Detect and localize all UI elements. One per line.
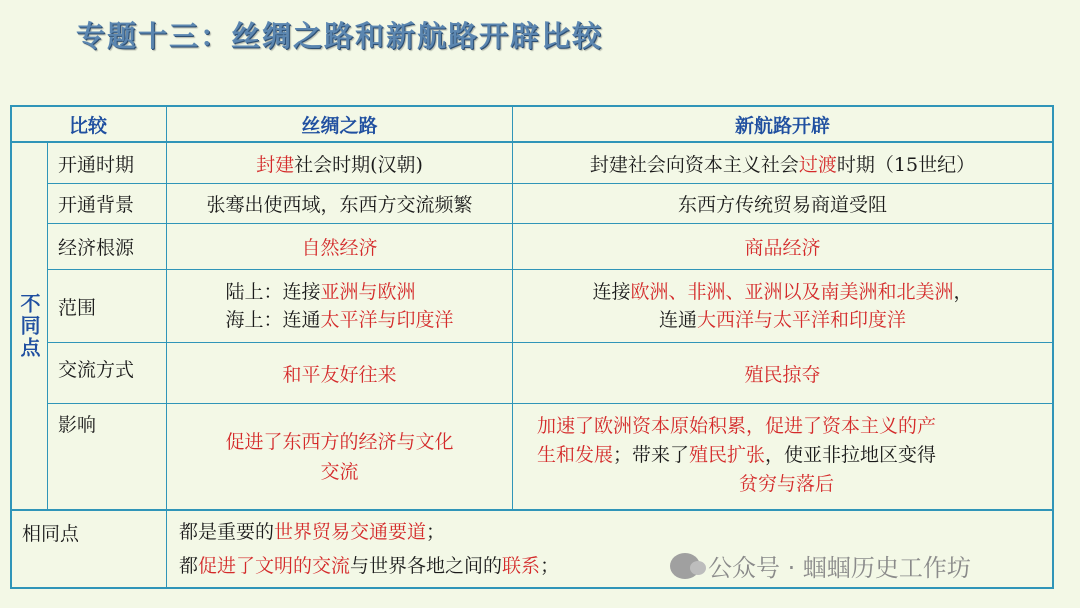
text: 都是重要的 xyxy=(179,521,275,543)
header-compare: 比较 xyxy=(68,114,107,137)
text: 连接 xyxy=(592,281,631,303)
text-accent: 资本主义的产 xyxy=(822,415,937,437)
header-new-route: 新航路开辟 xyxy=(734,114,830,137)
route-economy: 商品经济 xyxy=(744,237,821,259)
text-accent: 殖民扩张 xyxy=(689,444,766,466)
text-accent: 欧洲、非洲、亚洲以及南美洲和北美洲 xyxy=(630,281,954,303)
text: ； xyxy=(426,521,446,543)
page-title: 专题十三：丝绸之路和新航路开辟比较 xyxy=(76,19,604,53)
watermark-text: 公众号 · 蝈蝈历史工作坊 xyxy=(708,554,971,582)
route-exchange: 殖民掠夺 xyxy=(744,363,821,386)
text-accent: 联系 xyxy=(502,555,541,577)
comparison-table xyxy=(10,105,1054,589)
route-impact xyxy=(513,404,1052,509)
wechat-icon xyxy=(670,553,700,579)
table-border-right xyxy=(1052,105,1054,589)
row-label-scope: 范围 xyxy=(58,296,97,319)
header-silk-road: 丝绸之路 xyxy=(301,114,378,137)
silk-impact-line2: 交流 xyxy=(320,460,359,483)
text: 陆上：连接 xyxy=(225,281,321,303)
silk-scope-sea xyxy=(225,306,453,334)
text: ， xyxy=(953,281,973,303)
same-line2 xyxy=(179,549,559,583)
route-scope-line2 xyxy=(592,306,972,334)
text: 封建社会向资本主义社会 xyxy=(589,153,799,176)
text: ； xyxy=(540,555,560,577)
route-impact-line3: 贫穷与落后 xyxy=(738,473,834,495)
route-impact-line2 xyxy=(537,441,1036,470)
silk-background: 张骞出使西域，东西方交流频繁 xyxy=(206,194,473,216)
text: 社会时期(汉朝) xyxy=(294,153,423,176)
watermark xyxy=(670,548,971,583)
row-label-economy: 经济根源 xyxy=(58,237,135,259)
row-label-period: 开通时期 xyxy=(58,153,135,176)
route-period xyxy=(513,143,1052,183)
text-accent: 封建 xyxy=(256,153,295,176)
text: 都 xyxy=(179,555,199,577)
text-accent: 世界贸易交通要道 xyxy=(274,521,427,543)
text: 海上：连通 xyxy=(225,309,321,331)
route-impact-line1 xyxy=(537,412,1036,441)
row-label-background: 开通背景 xyxy=(58,194,135,216)
row-label-exchange: 交流方式 xyxy=(58,359,135,381)
silk-scope-land xyxy=(225,278,453,306)
text: ，使亚非拉地区变得 xyxy=(765,444,937,466)
text: 连通 xyxy=(658,309,697,331)
text-accent: 大西洋与太平洋和印度洋 xyxy=(696,309,906,331)
text-accent: 亚洲与欧洲 xyxy=(320,281,416,303)
route-scope xyxy=(513,270,1052,342)
text-accent: 促进了文明的交流 xyxy=(198,555,351,577)
same-line1 xyxy=(179,515,559,549)
route-scope-line1 xyxy=(592,278,972,306)
text: ；带来了 xyxy=(613,444,690,466)
silk-impact-line1: 促进了东西方的经济与文化 xyxy=(225,430,454,453)
silk-exchange: 和平友好往来 xyxy=(282,363,397,386)
text-accent: 生和发展 xyxy=(537,444,614,466)
silk-period xyxy=(167,143,512,183)
text: 与世界各地之间的 xyxy=(350,555,503,577)
group-label-differences: 不同点 xyxy=(17,293,41,359)
text-accent: 过渡 xyxy=(798,153,837,176)
silk-scope xyxy=(167,270,512,342)
text-accent: 太平洋与印度洋 xyxy=(320,309,454,331)
route-background: 东西方传统贸易商道受阻 xyxy=(677,194,887,216)
text-accent: 加速了欧洲资本原始积累，促进了 xyxy=(537,415,823,437)
row-label-impact: 影响 xyxy=(58,414,97,436)
silk-economy: 自然经济 xyxy=(301,237,378,259)
silk-impact xyxy=(167,404,512,509)
row-label-same: 相同点 xyxy=(22,523,80,545)
text: 时期（15世纪） xyxy=(836,153,976,176)
